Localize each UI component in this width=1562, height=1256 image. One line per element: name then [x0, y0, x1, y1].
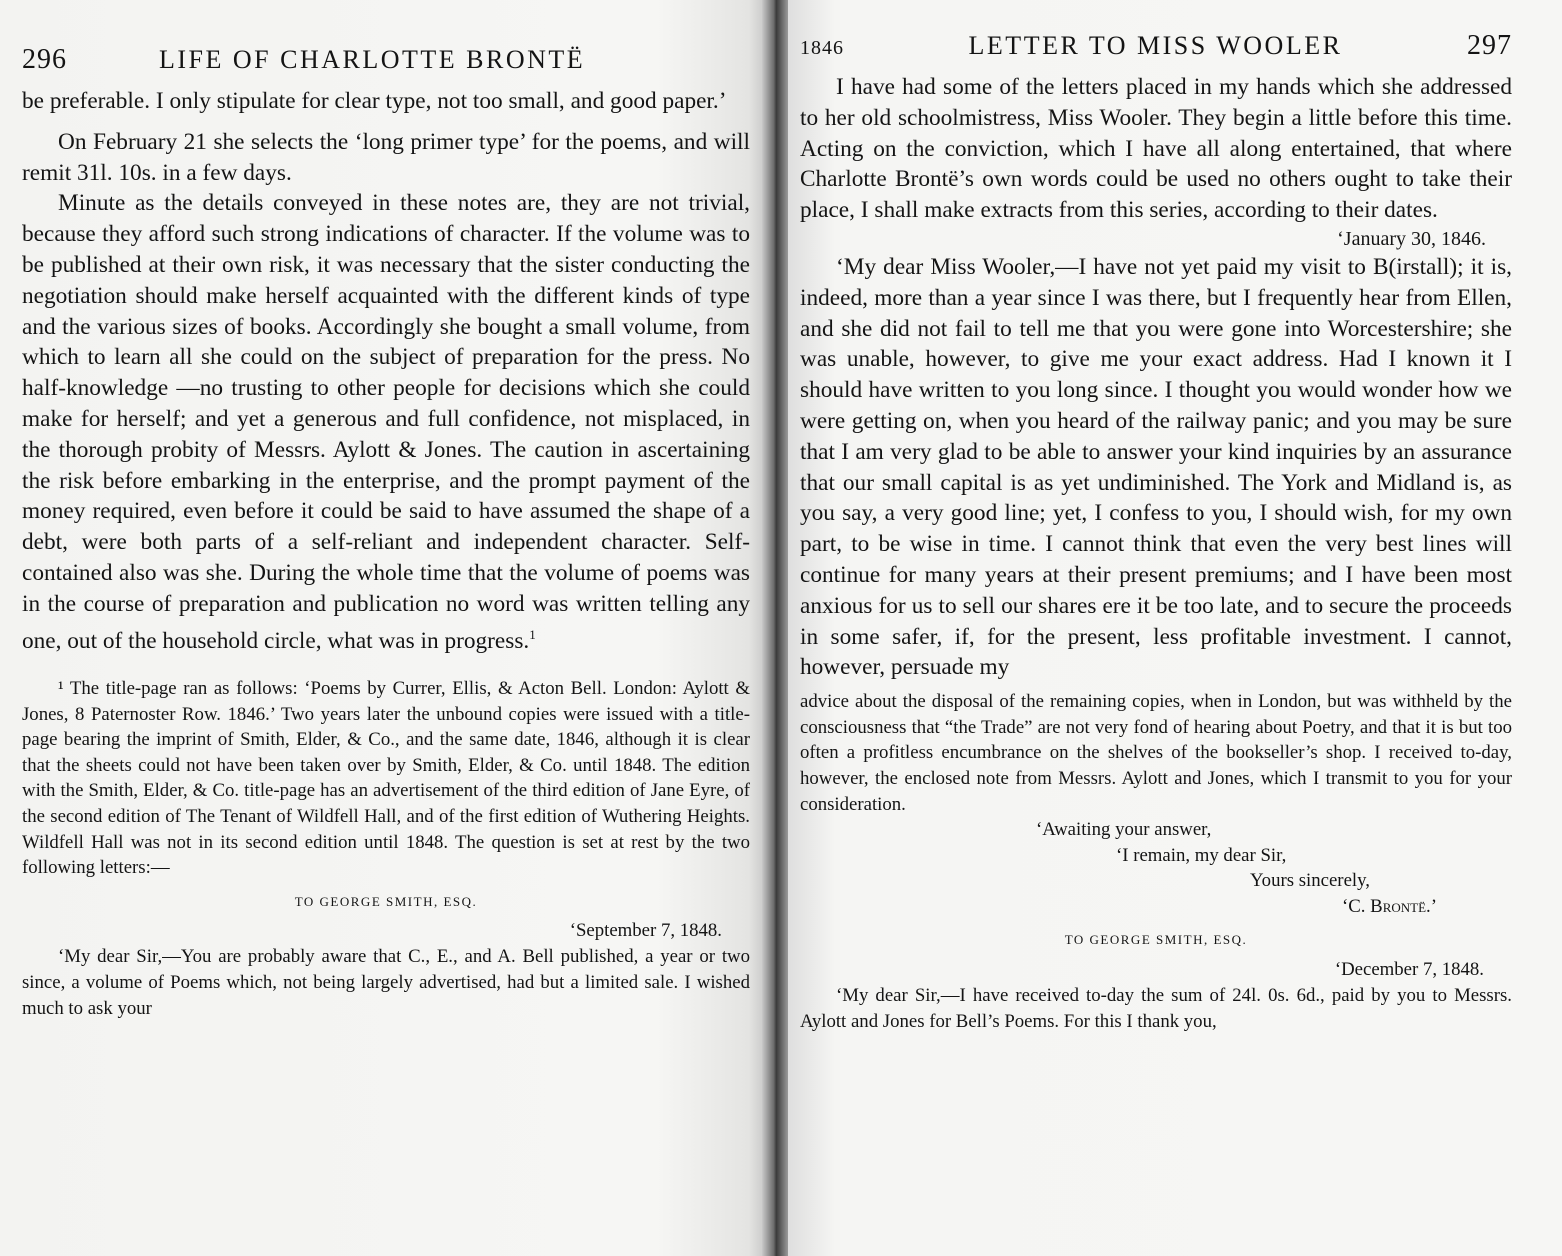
letter-heading: TO GEORGE SMITH, ESQ.: [294, 893, 478, 909]
footnote-block-right: [800, 689, 1512, 1034]
paragraph-text: Minute as the details conveyed in these notes are, they are not trivial, because they afford such strong indications of character. If the volume was to be published at their own risk, it was necessary that the sister conducting the negotiation should make herself acquainted with the different kinds of type and the various sizes of books. Accordingly she bought a small volume, from which to learn all she could on the subject of preparation for the press. No half-knowledge —no trusting to other people for decisions which she could make for herself; and yet a generous and full confidence, not misplaced, in the thorough probity of Messrs. Aylott & Jones. The caution in ascertaining the risk before embarking in the enterprise, and the prompt payment of the money required, even before it could be said to have assumed the shape of a debt, were both parts of a self-reliant and independent character. Self-contained also was she. During the whole time that the volume of poems was in the course of preparation and publication no word was written telling any one, out of the household circle, what was in progress.: [22, 190, 750, 654]
page-number-left: 296: [22, 44, 67, 75]
letter-closing: ‘I remain, my dear Sir,: [1116, 844, 1287, 866]
running-head-left: [22, 44, 750, 76]
running-head-right: [800, 30, 1512, 62]
footnote-continued: advice about the disposal of the remaining copies, when in London, but was withheld by the consciousness that “the Trade” are not very fond of hearing about Poetry, and that it is but too often a profitless encumbrance on the shelves of the bookseller’s shop. I received to-day, however, the enclosed note from Messrs. Aylott and Jones, which I transmit to you for your consideration.: [800, 691, 1512, 815]
footnote-marker: 1: [529, 626, 536, 642]
letter-closing: Yours sincerely,: [1250, 870, 1370, 892]
letter-text: ‘My dear Sir,—I have received to-day the sum of 24l. 0s. 6d., paid by you to Messrs. Aylott and Jones for Bell’s Poems. For this I thank you,: [800, 985, 1512, 1032]
letter-date: ‘January 30, 1846.: [1337, 227, 1486, 250]
right-page: [772, 0, 1562, 1256]
running-title-left: LIFE OF CHARLOTTE BRONTË: [159, 45, 586, 74]
letter-date: ‘December 7, 1848.: [1334, 959, 1484, 981]
letter-text: ‘My dear Sir,—You are probably aware that C., E., and A. Bell published, a year or two since, a volume of Poems which, not being largely advertised, had but a limited sale. I wished much to ask your: [22, 946, 750, 1019]
book-gutter: [762, 0, 788, 1256]
running-title-right: LETTER TO MISS WOOLER: [968, 31, 1343, 60]
footnote: ¹ The title-page ran as follows: ‘Poems by Currer, Ellis, & Acton Bell. London: Aylott & Jones, 8 Paternoster Row. 1846.’ Two years later the unbound copies were issued with a title-page bearing the imprint of Smith, Elder, & Co., and the same date, 1846, although it is clear that the sheets could not have been taken over by Smith, Elder, & Co. until 1848. The edition with the Smith, Elder, & Co. title-page has an advertisement of the third edition of Jane Eyre, of the second edition of The Tenant of Wildfell Hall, and of the first edition of Wuthering Heights. Wildfell Hall was not in its second edition until 1848. The question is set at rest by the two following letters:—: [22, 678, 750, 879]
body-text-right: [800, 72, 1512, 683]
footnote-block-left: [22, 676, 750, 1021]
letter-text: ‘My dear Miss Wooler,—I have not yet paid my visit to B(irstall); it is, indeed, more than a year since I was there, but I frequently hear from Ellen, and she did not fail to tell me that you were gone into Worcestershire; she was unable, however, to give me your exact address. Had I known it I should have written to you long since. I thought you would wonder how we were getting on, when you heard of the railway panic; and you may be sure that I am very glad to be able to answer your kind inquiries by an assurance that our small capital is as yet undiminished. The York and Midland is, as you say, a very good line; yet, I confess to you, I should wish, for my own part, to be wise in time. I cannot think that even the very best lines will continue for many years at their present premiums; and I have been most anxious for us to sell our shares ere it be too late, and to secure the proceeds in some safer, if, for the present, less profitable investment. I cannot, however, persuade my: [800, 253, 1512, 681]
letter-heading: TO GEORGE SMITH, ESQ.: [1064, 932, 1248, 948]
running-year: 1846: [800, 37, 844, 59]
page-number-right: 297: [1467, 30, 1512, 61]
letter-date: ‘September 7, 1848.: [569, 920, 722, 942]
letter-closing: ‘Awaiting your answer,: [1036, 819, 1212, 841]
letter-signature: ‘C. Brontë.’: [1342, 895, 1437, 917]
left-page: [0, 0, 772, 1256]
paragraph: On February 21 she selects the ‘long primer type’ for the poems, and will remit 31l. 10s. in a few days.: [22, 128, 750, 186]
paragraph: I have had some of the letters placed in my hands which she addressed to her old schoolmistress, Miss Wooler. They begin a little before this time. Acting on the conviction, which I have all along entertained, that where Charlotte Brontë’s own words could be used no others ought to take their place, I shall make extracts from this series, according to their dates.: [800, 74, 1512, 224]
paragraph: be preferable. I only stipulate for clear type, not too small, and good paper.’: [22, 88, 727, 114]
body-text-left: [22, 86, 750, 656]
paragraph: [22, 188, 750, 656]
